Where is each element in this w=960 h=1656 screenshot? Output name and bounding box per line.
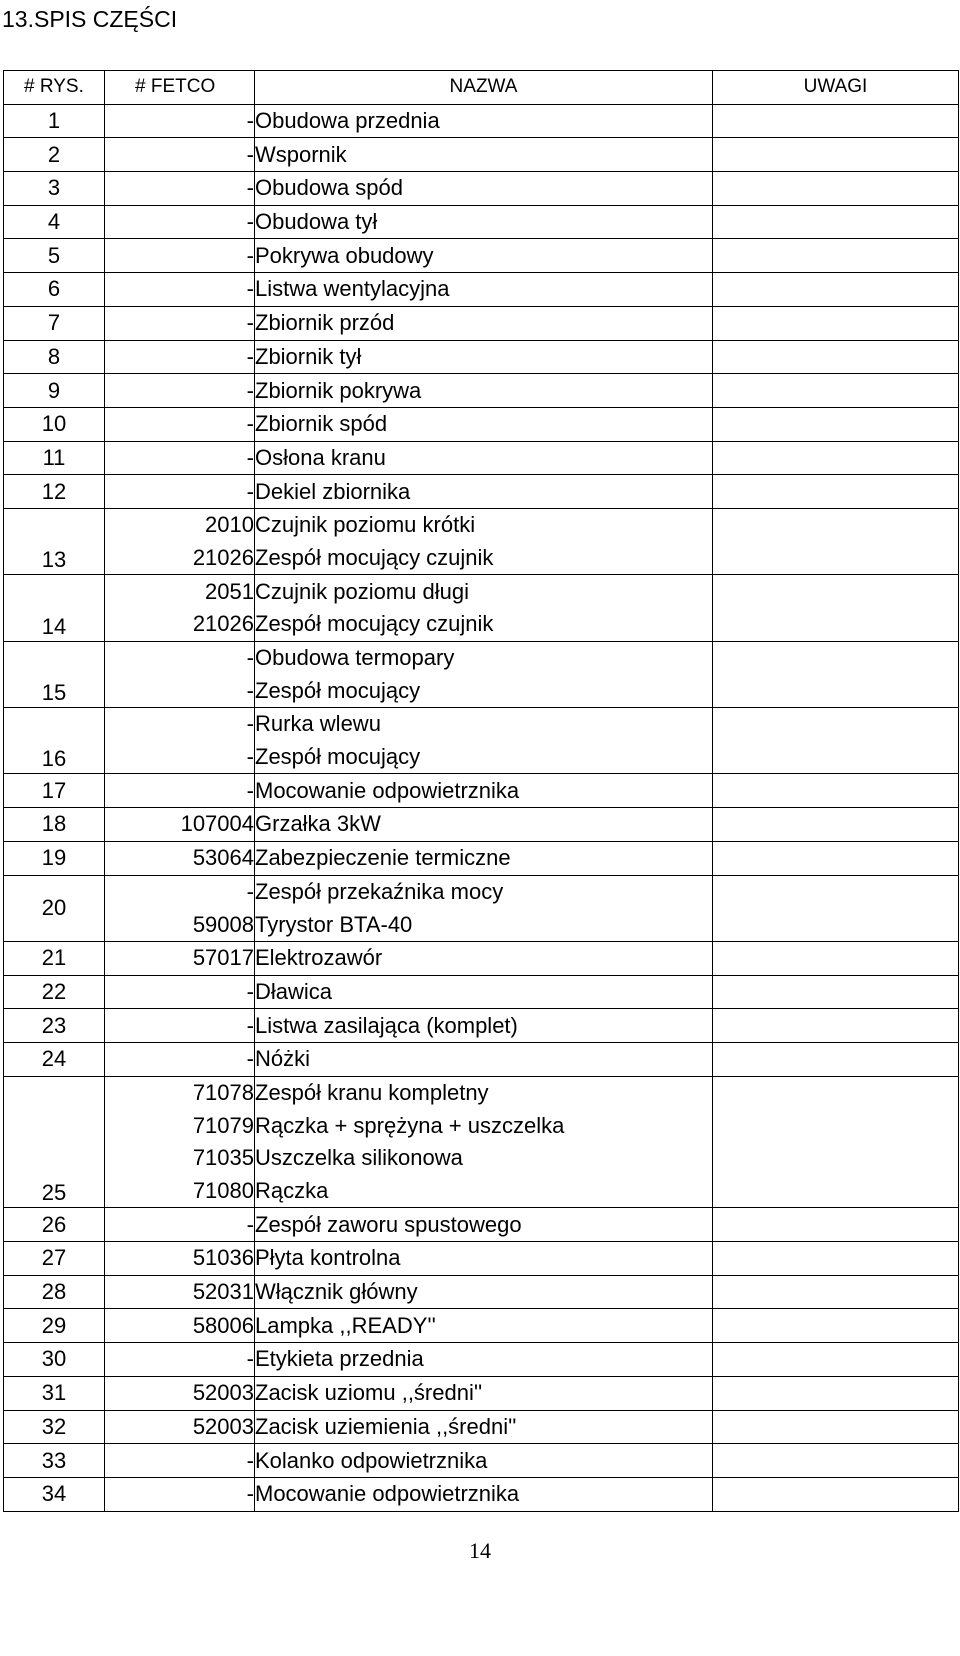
cell-rys: 27 bbox=[4, 1242, 105, 1276]
cell-notes bbox=[713, 908, 959, 941]
cell-notes bbox=[713, 1175, 959, 1208]
cell-fetco: - bbox=[105, 1208, 255, 1242]
cell-fetco: 52003 bbox=[105, 1410, 255, 1444]
cell-rys: 15 bbox=[4, 641, 105, 707]
cell-rys: 17 bbox=[4, 774, 105, 808]
cell-name: Listwa wentylacyjna bbox=[255, 273, 713, 307]
parts-list-table bbox=[3, 70, 959, 1512]
table-row bbox=[4, 1042, 959, 1076]
cell-notes bbox=[713, 1309, 959, 1343]
cell-name: Zacisk uziemienia ,,średni'' bbox=[255, 1410, 713, 1444]
table-row bbox=[4, 1009, 959, 1043]
column-header-rys: # RYS. bbox=[4, 71, 105, 105]
cell-fetco: - bbox=[105, 340, 255, 374]
table-row bbox=[4, 239, 959, 273]
cell-fetco: - bbox=[105, 1343, 255, 1377]
cell-rys: 16 bbox=[4, 708, 105, 774]
cell-fetco: 2051 bbox=[105, 575, 255, 608]
cell-name: Zespół mocujący bbox=[255, 674, 713, 707]
cell-fetco: 71079 bbox=[105, 1109, 255, 1142]
cell-notes bbox=[713, 674, 959, 707]
cell-fetco: - bbox=[105, 741, 255, 774]
cell-fetco: - bbox=[105, 138, 255, 172]
cell-notes bbox=[713, 608, 959, 641]
cell-rys: 14 bbox=[4, 575, 105, 641]
table-row bbox=[4, 138, 959, 172]
cell-notes bbox=[713, 172, 959, 206]
cell-notes bbox=[713, 239, 959, 273]
table-row bbox=[4, 1410, 959, 1444]
cell-rys: 26 bbox=[4, 1208, 105, 1242]
cell-name: Zbiornik przód bbox=[255, 306, 713, 340]
cell-name: Listwa zasilająca (komplet) bbox=[255, 1009, 713, 1043]
cell-name: Wspornik bbox=[255, 138, 713, 172]
cell-fetco: - bbox=[105, 975, 255, 1009]
cell-rys: 22 bbox=[4, 975, 105, 1009]
cell-name: Zbiornik pokrywa bbox=[255, 374, 713, 408]
cell-fetco: - bbox=[105, 239, 255, 273]
table-row bbox=[4, 1444, 959, 1478]
cell-rys: 29 bbox=[4, 1309, 105, 1343]
cell-fetco: - bbox=[105, 774, 255, 808]
cell-name: Zespół przekaźnika mocy bbox=[255, 875, 713, 908]
cell-notes bbox=[713, 475, 959, 509]
cell-notes bbox=[713, 407, 959, 441]
cell-name: Płyta kontrolna bbox=[255, 1242, 713, 1276]
table-row bbox=[4, 205, 959, 239]
cell-rys: 13 bbox=[4, 508, 105, 574]
table-row bbox=[4, 1376, 959, 1410]
table-row bbox=[4, 1275, 959, 1309]
cell-fetco: - bbox=[105, 104, 255, 138]
table-row bbox=[4, 674, 959, 707]
table-row bbox=[4, 1175, 959, 1208]
cell-name: Osłona kranu bbox=[255, 441, 713, 475]
cell-fetco: - bbox=[105, 674, 255, 707]
cell-fetco: 71078 bbox=[105, 1076, 255, 1109]
table-row bbox=[4, 708, 959, 741]
table-row bbox=[4, 172, 959, 206]
table-row bbox=[4, 1242, 959, 1276]
table-row bbox=[4, 441, 959, 475]
table-row bbox=[4, 1208, 959, 1242]
table-row bbox=[4, 741, 959, 774]
cell-rys: 4 bbox=[4, 205, 105, 239]
column-header-notes: UWAGI bbox=[713, 71, 959, 105]
cell-fetco: - bbox=[105, 708, 255, 741]
cell-name: Czujnik poziomu długi bbox=[255, 575, 713, 608]
table-row bbox=[4, 1477, 959, 1511]
cell-fetco: - bbox=[105, 306, 255, 340]
cell-rys: 9 bbox=[4, 374, 105, 408]
cell-fetco: - bbox=[105, 407, 255, 441]
table-row bbox=[4, 1076, 959, 1109]
cell-name: Nóżki bbox=[255, 1042, 713, 1076]
table-body bbox=[4, 104, 959, 1511]
table-row bbox=[4, 808, 959, 842]
cell-rys: 23 bbox=[4, 1009, 105, 1043]
cell-notes bbox=[713, 1477, 959, 1511]
table-row bbox=[4, 908, 959, 941]
cell-fetco: 21026 bbox=[105, 542, 255, 575]
cell-notes bbox=[713, 542, 959, 575]
cell-fetco: 52031 bbox=[105, 1275, 255, 1309]
cell-name: Zespół mocujący bbox=[255, 741, 713, 774]
cell-notes bbox=[713, 1444, 959, 1478]
cell-name: Zabezpieczenie termiczne bbox=[255, 841, 713, 875]
cell-fetco: 71035 bbox=[105, 1142, 255, 1175]
table-row bbox=[4, 841, 959, 875]
cell-fetco: 51036 bbox=[105, 1242, 255, 1276]
cell-notes bbox=[713, 340, 959, 374]
cell-fetco: 52003 bbox=[105, 1376, 255, 1410]
cell-fetco: - bbox=[105, 441, 255, 475]
cell-rys: 12 bbox=[4, 475, 105, 509]
cell-notes bbox=[713, 774, 959, 808]
cell-notes bbox=[713, 273, 959, 307]
table-row bbox=[4, 273, 959, 307]
cell-notes bbox=[713, 875, 959, 908]
cell-rys: 11 bbox=[4, 441, 105, 475]
cell-name: Obudowa spód bbox=[255, 172, 713, 206]
cell-rys: 32 bbox=[4, 1410, 105, 1444]
cell-notes bbox=[713, 508, 959, 541]
cell-rys: 25 bbox=[4, 1076, 105, 1208]
cell-name: Zespół kranu kompletny bbox=[255, 1076, 713, 1109]
cell-rys: 10 bbox=[4, 407, 105, 441]
cell-notes bbox=[713, 1275, 959, 1309]
cell-fetco: - bbox=[105, 1009, 255, 1043]
table-header-row bbox=[4, 71, 959, 105]
table-row bbox=[4, 875, 959, 908]
cell-name: Mocowanie odpowietrznika bbox=[255, 774, 713, 808]
cell-fetco: - bbox=[105, 475, 255, 509]
table-row bbox=[4, 374, 959, 408]
cell-rys: 1 bbox=[4, 104, 105, 138]
cell-notes bbox=[713, 441, 959, 475]
cell-rys: 6 bbox=[4, 273, 105, 307]
cell-notes bbox=[713, 1076, 959, 1109]
table-row bbox=[4, 641, 959, 674]
cell-fetco: 21026 bbox=[105, 608, 255, 641]
table-row bbox=[4, 1343, 959, 1377]
cell-fetco: 57017 bbox=[105, 941, 255, 975]
cell-name: Dekiel zbiornika bbox=[255, 475, 713, 509]
cell-fetco: - bbox=[105, 172, 255, 206]
cell-notes bbox=[713, 1242, 959, 1276]
cell-name: Zespół mocujący czujnik bbox=[255, 608, 713, 641]
cell-rys: 20 bbox=[4, 875, 105, 941]
table-row bbox=[4, 608, 959, 641]
table-row bbox=[4, 975, 959, 1009]
cell-rys: 8 bbox=[4, 340, 105, 374]
cell-notes bbox=[713, 941, 959, 975]
cell-notes bbox=[713, 374, 959, 408]
cell-notes bbox=[713, 1410, 959, 1444]
column-header-fetco: # FETCO bbox=[105, 71, 255, 105]
cell-notes bbox=[713, 1343, 959, 1377]
cell-notes bbox=[713, 1109, 959, 1142]
cell-name: Czujnik poziomu krótki bbox=[255, 508, 713, 541]
cell-rys: 19 bbox=[4, 841, 105, 875]
cell-rys: 7 bbox=[4, 306, 105, 340]
cell-notes bbox=[713, 841, 959, 875]
table-row bbox=[4, 340, 959, 374]
cell-fetco: 2010 bbox=[105, 508, 255, 541]
cell-fetco: - bbox=[105, 273, 255, 307]
table-row bbox=[4, 407, 959, 441]
cell-rys: 21 bbox=[4, 941, 105, 975]
cell-fetco: - bbox=[105, 1042, 255, 1076]
cell-fetco: - bbox=[105, 1444, 255, 1478]
cell-notes bbox=[713, 1376, 959, 1410]
cell-notes bbox=[713, 1009, 959, 1043]
table-row bbox=[4, 306, 959, 340]
cell-rys: 31 bbox=[4, 1376, 105, 1410]
cell-notes bbox=[713, 975, 959, 1009]
cell-name: Zacisk uziomu ,,średni'' bbox=[255, 1376, 713, 1410]
cell-notes bbox=[713, 138, 959, 172]
cell-notes bbox=[713, 741, 959, 774]
cell-notes bbox=[713, 1042, 959, 1076]
cell-name: Elektrozawór bbox=[255, 941, 713, 975]
column-header-name: NAZWA bbox=[255, 71, 713, 105]
cell-fetco: - bbox=[105, 641, 255, 674]
table-row bbox=[4, 508, 959, 541]
cell-rys: 33 bbox=[4, 1444, 105, 1478]
table-row bbox=[4, 1109, 959, 1142]
table-row bbox=[4, 941, 959, 975]
cell-fetco: 71080 bbox=[105, 1175, 255, 1208]
table-row bbox=[4, 1142, 959, 1175]
cell-name: Włącznik główny bbox=[255, 1275, 713, 1309]
cell-name: Pokrywa obudowy bbox=[255, 239, 713, 273]
cell-fetco: - bbox=[105, 1477, 255, 1511]
cell-notes bbox=[713, 1142, 959, 1175]
cell-rys: 5 bbox=[4, 239, 105, 273]
cell-rys: 30 bbox=[4, 1343, 105, 1377]
cell-name: Zespół zaworu spustowego bbox=[255, 1208, 713, 1242]
cell-rys: 18 bbox=[4, 808, 105, 842]
cell-name: Rączka + sprężyna + uszczelka bbox=[255, 1109, 713, 1142]
cell-notes bbox=[713, 205, 959, 239]
cell-fetco: 53064 bbox=[105, 841, 255, 875]
cell-name: Obudowa termopary bbox=[255, 641, 713, 674]
cell-fetco: - bbox=[105, 875, 255, 908]
cell-rys: 3 bbox=[4, 172, 105, 206]
table-row bbox=[4, 475, 959, 509]
cell-name: Tyrystor BTA-40 bbox=[255, 908, 713, 941]
cell-fetco: - bbox=[105, 205, 255, 239]
cell-name: Zespół mocujący czujnik bbox=[255, 542, 713, 575]
cell-name: Rączka bbox=[255, 1175, 713, 1208]
cell-name: Uszczelka silikonowa bbox=[255, 1142, 713, 1175]
cell-name: Rurka wlewu bbox=[255, 708, 713, 741]
table-row bbox=[4, 104, 959, 138]
table-row bbox=[4, 1309, 959, 1343]
page-number: 14 bbox=[469, 1538, 491, 1563]
table-row bbox=[4, 774, 959, 808]
cell-name: Grzałka 3kW bbox=[255, 808, 713, 842]
table-row bbox=[4, 542, 959, 575]
cell-notes bbox=[713, 1208, 959, 1242]
cell-rys: 34 bbox=[4, 1477, 105, 1511]
cell-notes bbox=[713, 808, 959, 842]
cell-name: Lampka ,,READY'' bbox=[255, 1309, 713, 1343]
cell-notes bbox=[713, 306, 959, 340]
cell-rys: 24 bbox=[4, 1042, 105, 1076]
cell-name: Obudowa tył bbox=[255, 205, 713, 239]
cell-notes bbox=[713, 104, 959, 138]
cell-notes bbox=[713, 641, 959, 674]
cell-fetco: 59008 bbox=[105, 908, 255, 941]
cell-name: Zbiornik tył bbox=[255, 340, 713, 374]
cell-notes bbox=[713, 708, 959, 741]
cell-rys: 28 bbox=[4, 1275, 105, 1309]
page-title: 13.SPIS CZĘŚCI bbox=[2, 6, 178, 32]
cell-notes bbox=[713, 575, 959, 608]
table-row bbox=[4, 575, 959, 608]
cell-name: Obudowa przednia bbox=[255, 104, 713, 138]
cell-name: Mocowanie odpowietrznika bbox=[255, 1477, 713, 1511]
cell-fetco: 58006 bbox=[105, 1309, 255, 1343]
cell-fetco: 107004 bbox=[105, 808, 255, 842]
cell-name: Dławica bbox=[255, 975, 713, 1009]
cell-name: Etykieta przednia bbox=[255, 1343, 713, 1377]
cell-name: Zbiornik spód bbox=[255, 407, 713, 441]
cell-name: Kolanko odpowietrznika bbox=[255, 1444, 713, 1478]
cell-rys: 2 bbox=[4, 138, 105, 172]
cell-fetco: - bbox=[105, 374, 255, 408]
